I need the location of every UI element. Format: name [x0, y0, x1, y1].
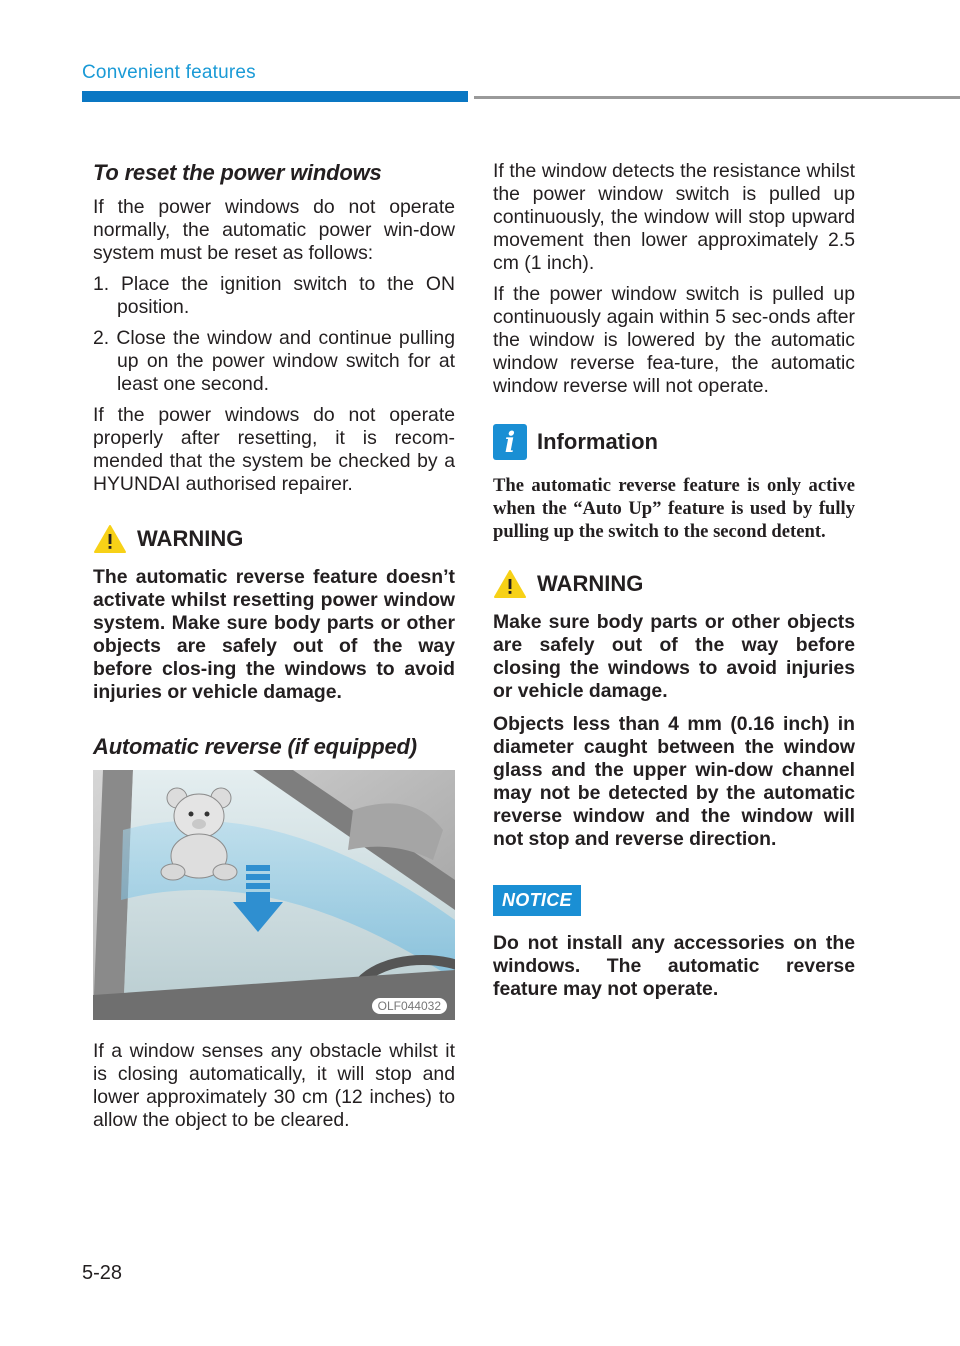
- information-icon: i: [493, 424, 527, 460]
- information-label: Information: [537, 429, 658, 454]
- auto-reverse-text: If a window senses any obstacle whilst it is closing automatically, it will stop and lower approximately 30 cm (12 inches) to allow the object to be cleared.: [93, 1040, 455, 1131]
- auto-reverse-title: Automatic reverse (if equipped): [93, 734, 417, 759]
- reset-intro: If the power windows do not operate normally, the automatic power win-dow system must be reset as follows:: [93, 196, 455, 264]
- window-illustration: [93, 770, 455, 1020]
- information-text: The automatic reverse feature is only active when the “Auto Up” feature is used by fully pulling up the switch to the second detent.: [493, 475, 855, 542]
- window-illustration-graphic: [93, 770, 455, 1020]
- resistance-text-2: If the power window switch is pulled up continuously again within 5 sec-onds after the window is lowered by the automatic window reverse fea-ture, the automatic window reverse will not operate.: [493, 283, 855, 397]
- reset-step-2: 2. Close the window and continue pulling up on the power window switch for at least one second.: [93, 327, 455, 395]
- warning-header: [93, 524, 455, 554]
- page-number: 5-28: [82, 1262, 123, 1284]
- warning-text-2: Objects less than 4 mm (0.16 inch) in diameter caught between the window glass and the upper win-dow channel may not be detected by the automatic reverse window and the window will not stop and reverse direction.: [493, 713, 855, 850]
- warning-text: The automatic reverse feature doesn’t activate whilst resetting power window system. Make sure body parts or other objects are safely out of the way before clos-ing the windows to avoid injuries or vehicle damage.: [93, 566, 455, 703]
- notice-text: Do not install any accessories on the windows. The automatic reverse feature may not operate.: [493, 932, 855, 1000]
- reset-steps: [93, 273, 455, 396]
- section-header: Convenient features: [82, 62, 256, 83]
- header-rule-accent: [82, 91, 468, 102]
- right-column: [493, 160, 855, 1011]
- warning-label-2: WARNING: [537, 571, 644, 596]
- warning-icon: [493, 569, 527, 599]
- warning-text-1: Make sure body parts or other objects are safely out of the way before closing the windows to avoid injuries or vehicle damage.: [493, 611, 855, 702]
- left-column: [93, 160, 455, 1140]
- warning-icon: [93, 524, 127, 554]
- header-rule: [474, 96, 960, 99]
- resistance-text-1: If the window detects the resistance whilst the power window switch is pulled up continuously, the window will stop upward movement then lower approximately 2.5 cm (1 inch).: [493, 160, 855, 274]
- reset-after: If the power windows do not operate properly after resetting, it is recom-mended that the system be checked by a HYUNDAI authorised repairer.: [93, 404, 455, 495]
- warning-header-2: [493, 569, 855, 599]
- warning-label: WARNING: [137, 526, 244, 551]
- reset-section-title: To reset the power windows: [93, 160, 382, 185]
- notice-badge: NOTICE: [493, 885, 581, 916]
- information-header: [493, 424, 855, 460]
- reset-step-1: 1. Place the ignition switch to the ON position.: [93, 273, 455, 318]
- image-code: OLF044032: [372, 998, 447, 1014]
